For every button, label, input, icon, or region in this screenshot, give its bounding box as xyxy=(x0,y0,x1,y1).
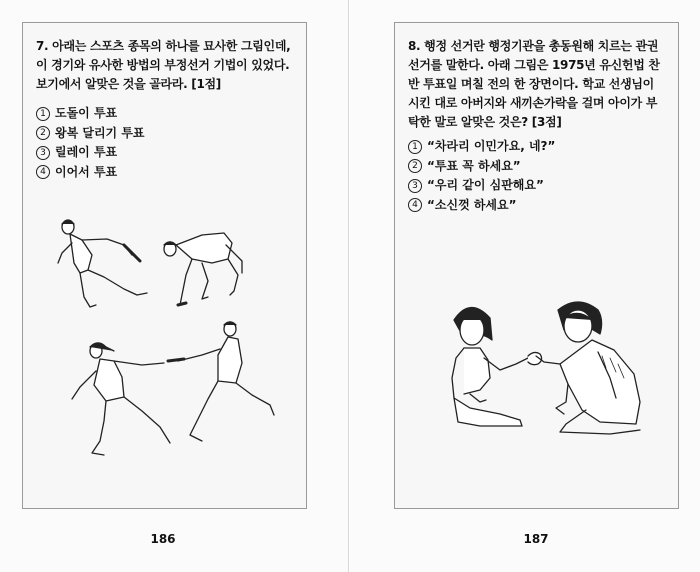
page-number-right: 187 xyxy=(523,532,549,546)
option-1[interactable] xyxy=(36,104,145,124)
option-number-circle: 2 xyxy=(36,126,50,140)
page-number-left: 186 xyxy=(150,532,176,546)
option-text: “투표 꼭 하세요” xyxy=(427,158,521,173)
option-text: 릴레이 투표 xyxy=(55,145,118,159)
runner-receiving xyxy=(72,343,170,455)
relay-race-illustration xyxy=(52,215,287,465)
option-text: 왕복 달리기 투표 xyxy=(55,125,145,140)
option-4[interactable] xyxy=(408,196,555,216)
option-text: “소신껏 하세요” xyxy=(427,197,517,212)
father-figure xyxy=(536,302,640,434)
option-number-circle: 3 xyxy=(36,146,50,160)
option-text: 이어서 투표 xyxy=(55,164,118,179)
runner-sprinting xyxy=(58,220,147,307)
option-1[interactable] xyxy=(408,137,555,157)
option-number-circle: 3 xyxy=(408,179,422,193)
option-number-circle: 2 xyxy=(408,159,422,173)
option-number-circle: 4 xyxy=(36,165,50,179)
pinky-promise-illustration xyxy=(440,298,655,443)
option-4[interactable] xyxy=(36,163,145,183)
option-number-circle: 4 xyxy=(408,198,422,212)
option-2[interactable] xyxy=(36,124,145,144)
option-3[interactable] xyxy=(36,143,145,163)
option-text: “차라리 이민가요, 네?” xyxy=(427,139,556,153)
question-8-options xyxy=(408,137,555,215)
option-text: 도돌이 투표 xyxy=(55,106,118,120)
question-8-text: 8. 행정 선거란 행정기관을 총동원해 치르는 관권 선거를 말한다. 아래 그림은 1975년 유신헌법 찬반 투표일 며칠 전의 한 장면이다. 학교 선생님이 시킨 대로 아버지와 새끼손가락을 걸며 아이가 부탁한 말로 알맞은 것은? [3점] xyxy=(408,39,660,129)
runner-passing xyxy=(168,322,274,441)
option-number-circle: 1 xyxy=(408,140,422,154)
question-7-options xyxy=(36,104,145,182)
option-2[interactable] xyxy=(408,157,555,177)
option-number-circle: 1 xyxy=(36,107,50,121)
runner-crouching xyxy=(164,233,242,305)
child-figure xyxy=(452,307,528,426)
question-7-text: 7. 아래는 스포츠 종목의 하나를 묘사한 그림인데, 이 경기와 유사한 방법의 부정선거 기법이 있었다. 보기에서 알맞은 것을 골라라. [1점] xyxy=(36,39,291,91)
option-3[interactable] xyxy=(408,176,555,196)
option-text: “우리 같이 심판해요” xyxy=(427,178,544,192)
